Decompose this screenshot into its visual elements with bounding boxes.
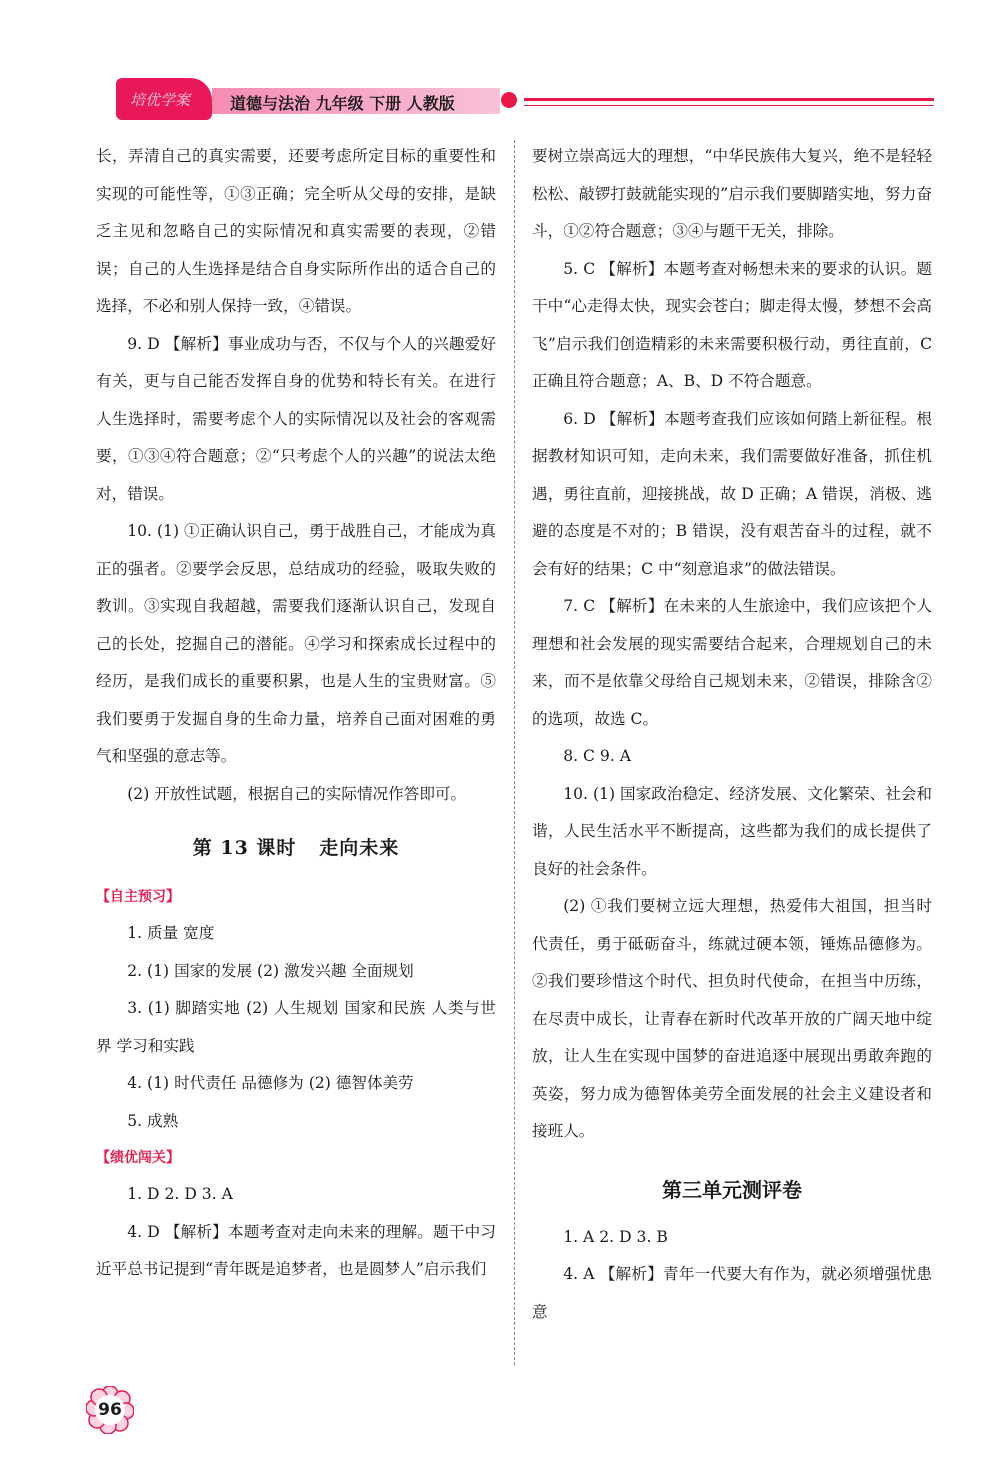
unit-answer-4: 4. A 【解析】青年一代要大有作为，就必须增强忧患意 <box>532 1265 932 1321</box>
column-divider <box>514 140 515 1365</box>
lesson-title: 第 13 课时 走向未来 <box>192 837 400 859</box>
left-column <box>96 138 496 1289</box>
answer-10-1: 10. (1) ①正确认识自己，勇于战胜自己，才能成为真正的强者。②要学会反思，总结成功的经验，吸取失败的教训。③实现自我超越，需要我们逐渐认识自己，发现自己的长处，挖掘自己的潜能。④学习和探索成长过程中的经历，是我们成长的重要积累，也是人生的宝贵财富。⑤我们要勇于发掘自身的生命力量，培养自己面对困难的勇气和坚强的意志等。 <box>96 522 496 765</box>
answer-6: 6. D 【解析】本题考查我们应该如何踏上新征程。根据教材知识可知，走向未来，我们需要做好准备，抓住机遇，勇往直前，迎接挑战，故 D 正确；A 错误，消极、逃避的态度是不对的；B 错误，没有艰苦奋斗的过程，就不会有好的结果；C 中“刻意追求”的做法错误。 <box>532 409 932 578</box>
series-badge <box>116 78 212 120</box>
preview-4: 4. (1) 时代责任 品德修为 (2) 德智体美劳 <box>127 1074 414 1092</box>
header-title: 道德与法治 九年级 下册 人教版 <box>230 94 455 113</box>
unit-answer-1-3: 1. A 2. D 3. B <box>563 1227 668 1246</box>
header-dot-icon <box>501 92 517 108</box>
paragraph: 要树立崇高远大的理想，“中华民族伟大复兴，绝不是轻轻松松、敲锣打鼓就能实现的”启示我们要脚踏实地，努力奋斗，①②符合题意；③④与题干无关，排除。 <box>532 147 932 240</box>
right-column <box>532 138 932 1331</box>
answer-10-2: (2) ①我们要树立远大理想，热爱伟大祖国，担当时代责任，勇于砥砺奋斗，练就过硬本领，锤炼品德修为。②我们要珍惜这个时代、担负时代使命，在担当中历练，在尽责中成长，让青春在新时代改革开放的广阔天地中绽放，让人生在实现中国梦的奋进追逐中展现出勇敢奔跑的英姿，努力成为德智体美劳全面发展的社会主义建设者和接班人。 <box>532 897 932 1140</box>
answer-5: 5. C 【解析】本题考查对畅想未来的要求的认识。题干中“心走得太快，现实会苍白；脚走得太慢，梦想不会高飞”启示我们创造精彩的未来需要积极行动，勇往直前，C 正确且符合题意；A、B、D 不符合题意。 <box>532 259 932 390</box>
preview-3: 3. (1) 脚踏实地 (2) 人生规划 国家和民族 人类与世界 学习和实践 <box>96 999 496 1055</box>
practice-4: 4. D 【解析】本题考查对走向未来的理解。题干中习近平总书记提到“青年既是追梦者，也是圆梦人”启示我们 <box>96 1222 496 1278</box>
practice-1-3: 1. D 2. D 3. A <box>127 1185 233 1203</box>
header-rule <box>524 98 934 101</box>
page-number-badge <box>86 1386 134 1434</box>
header-rule-thin <box>524 105 934 106</box>
answer-7: 7. C 【解析】在未来的人生旅途中，我们应该把个人理想和社会发展的现实需要结合起来，合理规划自己的未来，而不是依靠父母给自己规划未来，②错误，排除含②的选项，故选 C。 <box>532 597 932 728</box>
answer-10-2: (2) 开放性试题，根据自己的实际情况作答即可。 <box>127 784 467 803</box>
answer-10-1: 10. (1) 国家政治稳定、经济发展、文化繁荣、社会和谐，人民生活水平不断提高，这些都为我们的成长提供了良好的社会条件。 <box>532 784 932 878</box>
page-header <box>94 78 934 120</box>
preview-5: 5. 成熟 <box>127 1111 179 1130</box>
preview-1: 1. 质量 宽度 <box>127 924 215 942</box>
answer-9: 9. D 【解析】事业成功与否，不仅与个人的兴趣爱好有关，更与自己能否发挥自身的优势和特长有关。在进行人生选择时，需要考虑个人的实际情况以及社会的客观需要，①③④符合题意；②“只考虑个人的兴趣”的说法太绝对，错误。 <box>96 334 496 503</box>
paragraph: 长，弄清自己的真实需要，还要考虑所定目标的重要性和实现的可能性等，①③正确；完全听从父母的安排，是缺乏主见和忽略自己的实际情况和真实需要的表现，②错误；自己的人生选择是结合自身实际所作出的适合自己的选择，不必和别人保持一致，④错误。 <box>96 147 496 315</box>
unit-test-title: 第三单元测评卷 <box>662 1177 802 1202</box>
answer-8-9: 8. C 9. A <box>563 747 632 765</box>
page-number: 96 <box>98 1400 122 1420</box>
section-tag-preview: 【自主预习】 <box>96 889 180 905</box>
section-tag-practice: 【绩优闯关】 <box>96 1150 180 1166</box>
series-badge-text: 培优学案 <box>130 91 191 109</box>
preview-2: 2. (1) 国家的发展 (2) 激发兴趣 全面规划 <box>127 961 414 980</box>
